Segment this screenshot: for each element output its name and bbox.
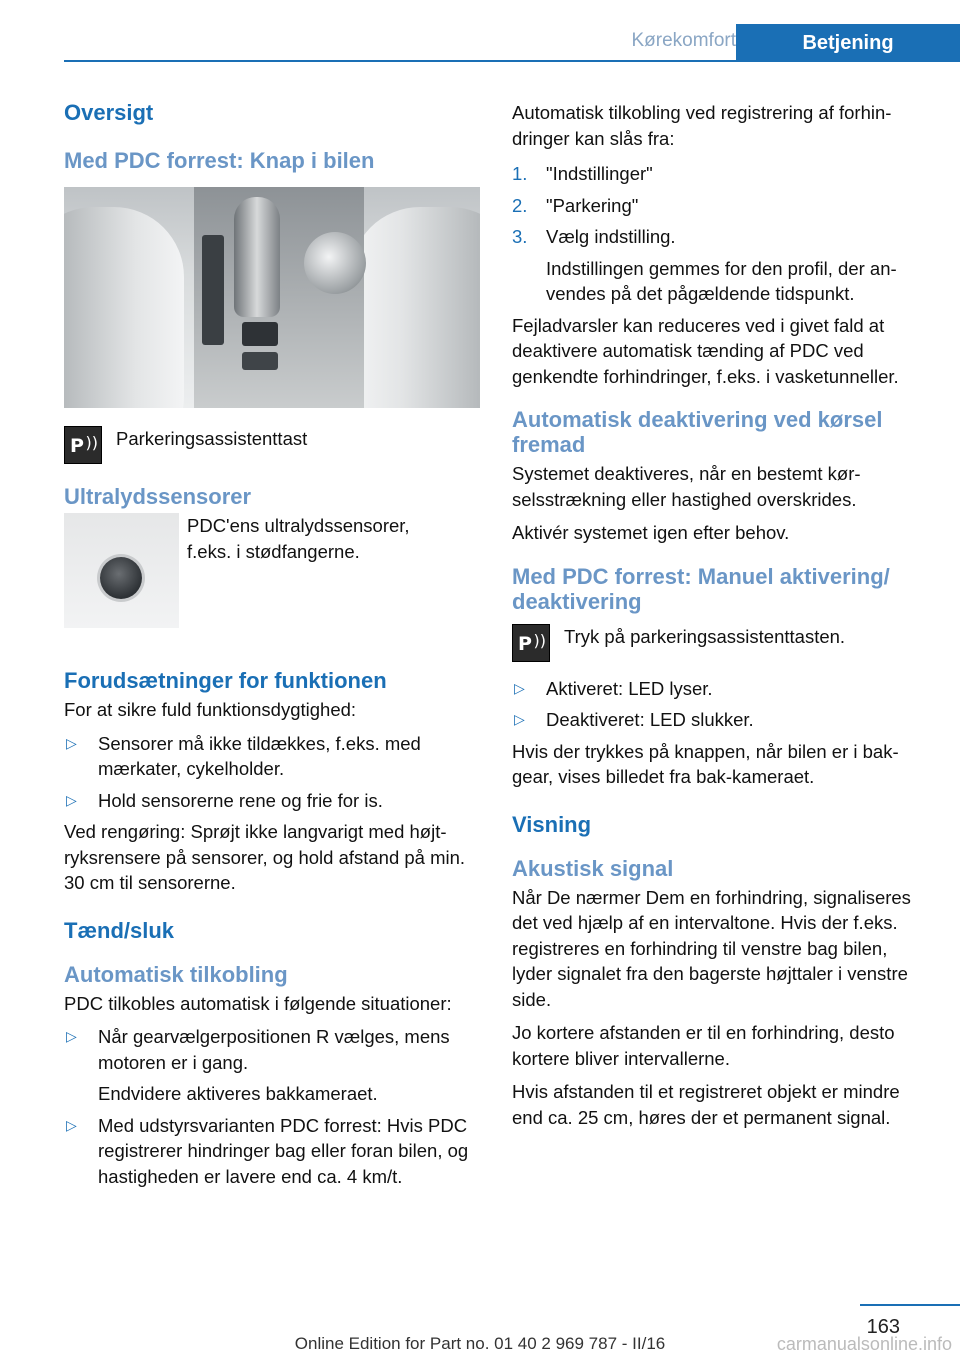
edition-note: Online Edition for Part no. 01 40 2 969 787 - II/16 bbox=[294, 1334, 666, 1353]
signal-text-2: Jo kortere afstanden er til en forhindring, desto kortere bliver intervallerne. bbox=[512, 1022, 895, 1069]
cleaning-text: Ved rengøring: Sprøjt ikke langvarigt med højtryksrensere på sensorer, og hold afstand på min. 30 cm til sensorerne. bbox=[64, 821, 466, 893]
signal-text-3: Hvis afstanden til et registreret objekt er mindre end ca. 25 cm, høres der et permanent signal. bbox=[512, 1081, 900, 1128]
parking-assist-icon: P )) bbox=[512, 624, 550, 662]
page-number: 163 bbox=[866, 1316, 900, 1338]
right-column bbox=[512, 100, 928, 1138]
triangle-right-icon: ▷ bbox=[66, 791, 77, 808]
watermark: carmanualsonline.info bbox=[776, 1334, 952, 1354]
subheading-pdc-button: Med PDC forrest: Knap i bilen bbox=[64, 148, 375, 173]
triangle-right-icon: ▷ bbox=[514, 711, 525, 727]
signal-text-1: Når De nærmer Dem en forhindring, signaliseres det ved hjælp af en intervaltone. Hvis der f.eks. registreres en forhindring til venstre bag bilen, lyder signalet fra den bagerste højttaler i venstre side. bbox=[512, 886, 911, 1010]
parking-button-caption: Parkeringsassistenttast bbox=[116, 428, 308, 449]
subheading-auto-on: Automatisk tilkobling bbox=[64, 961, 288, 987]
step-item: 2. "Parkering" bbox=[512, 194, 639, 216]
led-list bbox=[512, 676, 928, 733]
section-title-on-off: Tænd/sluk bbox=[64, 917, 175, 943]
subheading-prerequisites: Forudsætninger for funktionen bbox=[64, 668, 387, 693]
step-note: Indstillingen gemmes for den profil, der anvendes på det pågældende tidspunkt. bbox=[546, 257, 897, 304]
step-item: 3. Vælg indstilling. bbox=[512, 226, 676, 247]
footer-rule bbox=[860, 1304, 960, 1306]
prereq-list bbox=[64, 731, 480, 814]
prereq-intro: For at sikre fuld funktionsdygtighed: bbox=[64, 699, 357, 720]
subheading-auto-off: Automatisk deaktivering ved kørsel fremad bbox=[512, 407, 883, 457]
section-title-oversigt: Oversigt bbox=[64, 100, 154, 125]
section-tab[interactable]: Kørekomfort bbox=[631, 30, 736, 51]
subheading-sensors: Ultralydssensorer bbox=[64, 484, 252, 509]
center-console-photo bbox=[64, 187, 480, 408]
deactivate-text-1: Systemet deaktiveres, når en bestemt kørselsstrækning eller hastighed overskrides. bbox=[512, 463, 861, 510]
triangle-right-icon: ▷ bbox=[66, 1116, 77, 1133]
list-item: ▷ Når gearvælgerpositionen R vælges, mens motoren er i gang. bbox=[66, 1026, 450, 1073]
triangle-right-icon: ▷ bbox=[66, 734, 77, 751]
list-item: ▷ Deaktiveret: LED slukker. bbox=[512, 707, 928, 733]
auto-note: Endvidere aktiveres bakkameraet. bbox=[98, 1083, 378, 1104]
left-column bbox=[64, 100, 480, 1195]
section-title-display: Visning bbox=[512, 811, 592, 837]
reverse-text: Hvis der trykkes på knappen, når bilen er i bakgear, vises billedet fra bak-kameraet. bbox=[512, 740, 899, 787]
settings-steps bbox=[512, 161, 928, 250]
warning-text: Fejladvarsler kan reduceres ved i givet fald at deaktivere automatisk tænding af PDC ved genkendte forhindringer, f.eks. i vasketunneller. bbox=[512, 314, 899, 387]
header-rule bbox=[64, 60, 960, 62]
subheading-acoustic: Akustisk signal bbox=[512, 855, 674, 881]
sensor-block bbox=[64, 513, 480, 628]
sensor-caption: PDC'ens ultralydssensorer, f.eks. i stødfangerne. bbox=[187, 515, 410, 562]
step-item: 1. "Indstillinger" bbox=[512, 163, 653, 184]
ultrasonic-sensor-image bbox=[64, 513, 179, 628]
auto-disable-intro: Automatisk tilkobling ved registrering af forhindringer kan slås fra: bbox=[512, 102, 892, 149]
page-header bbox=[64, 24, 960, 62]
parking-button-legend bbox=[64, 426, 480, 464]
manual-button-row bbox=[512, 624, 928, 662]
list-item: ▷ Med udstyrsvarianten PDC forrest: Hvis PDC registrerer hindringer bag eller foran bilen, og hastigheden er lavere end ca. 4 km/t. bbox=[66, 1114, 469, 1187]
deactivate-text-2: Aktivér systemet igen efter behov. bbox=[512, 522, 790, 543]
auto-list bbox=[64, 1024, 480, 1075]
chapter-tab[interactable]: Betjening bbox=[736, 24, 960, 62]
subheading-manual: Med PDC forrest: Manuel aktivering/ deaktivering bbox=[512, 563, 890, 614]
triangle-right-icon: ▷ bbox=[514, 679, 525, 696]
press-text: Tryk på parkeringsassistenttasten. bbox=[564, 625, 846, 647]
list-item: ▷ Sensorer må ikke tildækkes, f.eks. med mærkater, cykelholder. bbox=[66, 732, 421, 779]
triangle-right-icon: ▷ bbox=[66, 1028, 77, 1044]
parking-assist-icon: P )) bbox=[64, 426, 102, 464]
list-item: ▷ Aktiveret: LED lyser. bbox=[512, 676, 928, 702]
auto-intro: PDC tilkobles automatisk i følgende situationer: bbox=[64, 992, 452, 1014]
list-item: ▷ Hold sensorerne rene og frie for is. bbox=[64, 788, 480, 814]
auto-list-2 bbox=[64, 1113, 480, 1190]
